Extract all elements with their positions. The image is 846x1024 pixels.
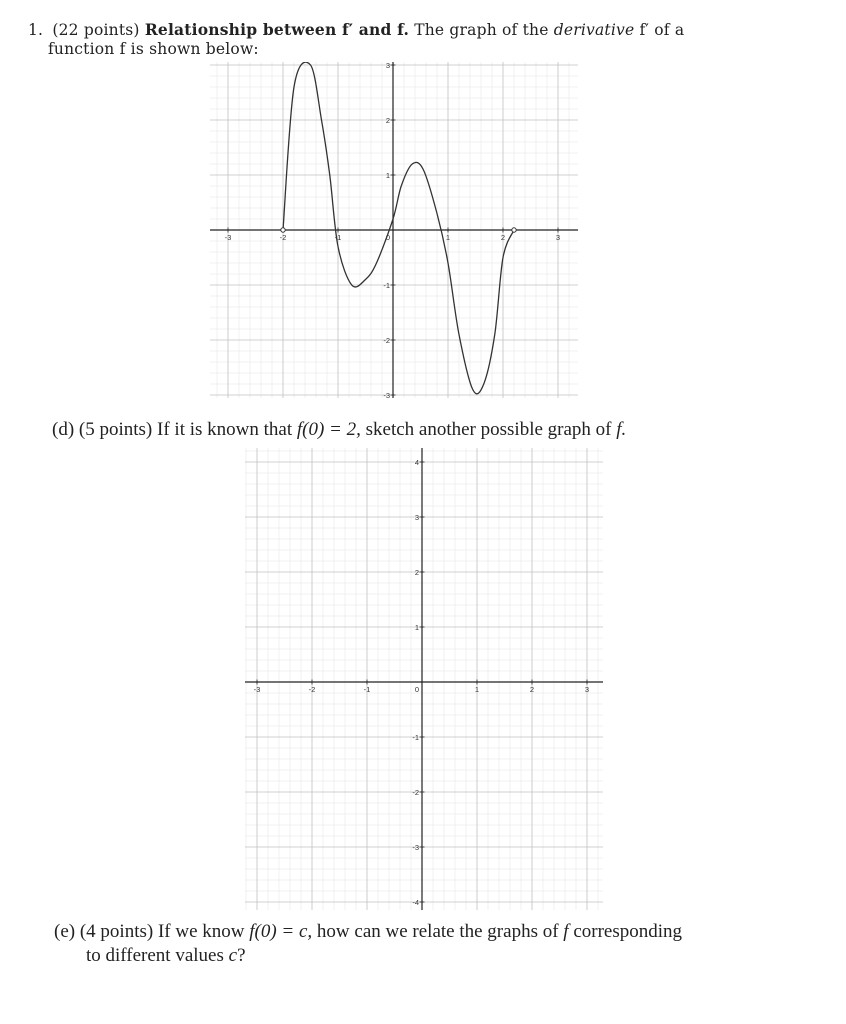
endpoint-marker — [512, 228, 516, 232]
y-tick-label: 1 — [385, 171, 390, 180]
part-e-expr: f(0) = c, — [249, 921, 313, 942]
y-tick-label: -3 — [412, 843, 419, 852]
derivative-graph — [210, 62, 578, 398]
part-d-expr: f(0) = 2, — [296, 419, 361, 440]
problem-title: Relationship between f′ and f. — [144, 20, 410, 39]
part-d-text — [52, 418, 626, 442]
x-tick-label: 1 — [474, 685, 480, 694]
y-tick-label: 2 — [385, 116, 390, 125]
x-tick-label: -2 — [279, 233, 287, 242]
problem-number: 1. — [28, 21, 44, 39]
part-e-label: (e) (4 points) If we know — [54, 921, 245, 942]
y-tick-label: -3 — [383, 391, 390, 398]
x-tick-label: 0 — [414, 685, 419, 694]
x-tick-label: -1 — [334, 233, 342, 242]
x-tick-label: 0 — [385, 233, 390, 242]
part-d-rest: sketch another possible graph of — [365, 419, 612, 440]
y-tick-label: 1 — [414, 623, 419, 632]
part-e-f: f — [563, 921, 569, 942]
x-tick-label: -3 — [253, 685, 261, 694]
part-e-question-mark: ? — [237, 945, 246, 966]
y-tick-label: 3 — [385, 62, 390, 70]
part-d-end: f. — [616, 419, 627, 440]
problem-points: (22 points) — [52, 21, 140, 39]
y-tick-label: -1 — [412, 733, 419, 742]
x-tick-label: 2 — [500, 233, 506, 242]
y-tick-label: -4 — [412, 898, 419, 907]
problem-intro-emph: derivative — [553, 21, 635, 39]
problem-header — [28, 20, 808, 59]
x-tick-label: 1 — [445, 233, 451, 242]
part-e-c: c — [228, 945, 238, 966]
part-e-rest: how can we relate the graphs of — [316, 921, 559, 942]
x-tick-label: -2 — [308, 685, 316, 694]
sketch-grid[interactable] — [245, 448, 603, 910]
x-tick-label: 3 — [555, 233, 561, 242]
part-e-line2 — [54, 944, 794, 968]
part-e-end1: corresponding — [573, 921, 683, 942]
part-d-label: (d) (5 points) If it is known that — [52, 419, 293, 440]
part-e-line2-text: to different values — [86, 945, 224, 966]
y-tick-label: -2 — [383, 336, 390, 345]
problem-intro-2: f′ of a — [639, 21, 685, 39]
y-tick-label: 3 — [414, 513, 419, 522]
problem-intro-1: The graph of the — [414, 21, 549, 39]
x-tick-label: 3 — [584, 685, 590, 694]
y-tick-label: -1 — [383, 281, 390, 290]
x-tick-label: -1 — [363, 685, 371, 694]
y-tick-label: 2 — [414, 568, 419, 577]
x-tick-label: 2 — [529, 685, 535, 694]
endpoint-marker — [281, 228, 285, 232]
part-e-text — [54, 920, 794, 968]
problem-intro-line2: function f is shown below: — [48, 40, 259, 58]
derivative-curve — [283, 62, 514, 394]
x-tick-label: -3 — [224, 233, 232, 242]
y-tick-label: 4 — [414, 458, 419, 467]
y-tick-label: -2 — [412, 788, 419, 797]
